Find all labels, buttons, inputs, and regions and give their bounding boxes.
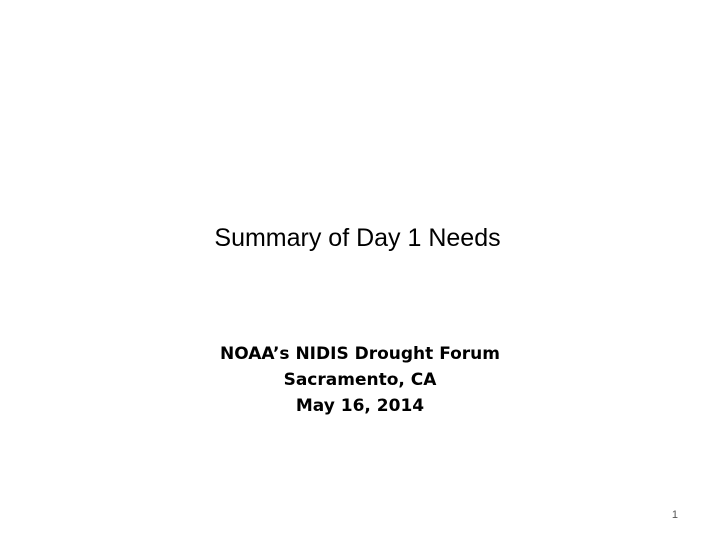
page-number: 1 (671, 509, 678, 521)
event-date: May 16, 2014 (295, 396, 425, 416)
slide-title: Summary of Day 1 Needs (214, 224, 501, 252)
event-name: NOAA’s NIDIS Drought Forum (219, 344, 501, 364)
event-details (0, 341, 720, 419)
event-location: Sacramento, CA (283, 370, 437, 390)
